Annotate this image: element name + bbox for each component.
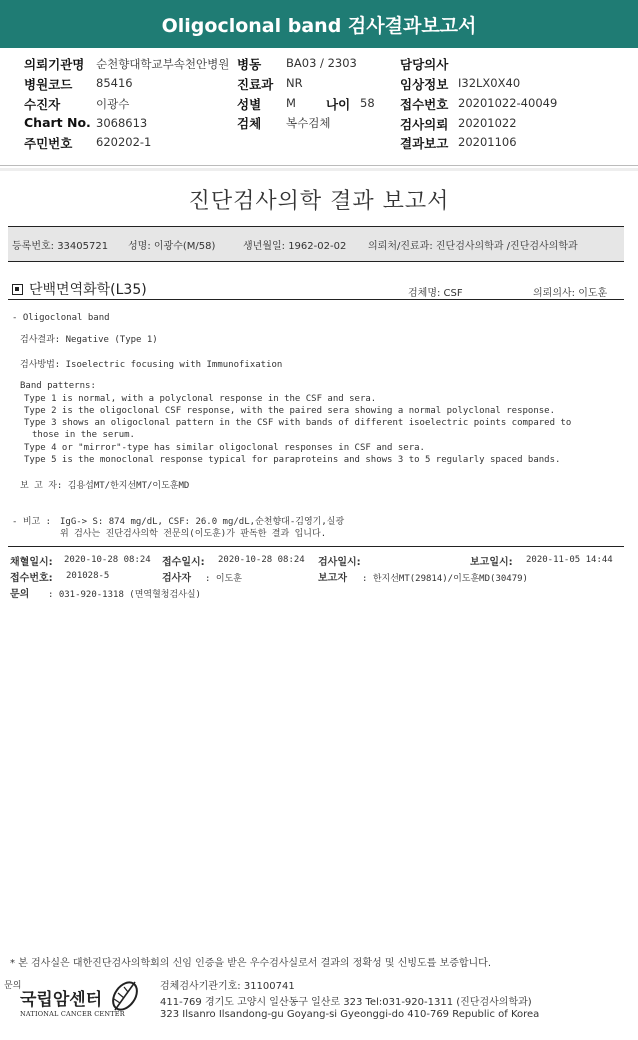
address-english: 323 Ilsanro Ilsandong-gu Goyang-si Gyeonggi-do 410-769 Republic of Korea — [160, 1009, 540, 1020]
square-bullet-icon — [12, 284, 23, 295]
tester-value: : 이도훈 — [205, 574, 242, 584]
reg-no: 등록번호: 33405721 — [12, 241, 109, 252]
org-value: 순천향대학교부속천안병원 — [96, 57, 230, 71]
org-label: 의뢰기관명 — [24, 57, 85, 72]
logo-english: NATIONAL CANCER CENTER — [20, 1010, 125, 1018]
band-patterns-title: Band patterns: — [20, 381, 96, 391]
section-title — [12, 279, 147, 299]
clinical-info-value: I32LX0X40 — [458, 76, 521, 90]
specimen-value: 복수검체 — [286, 116, 331, 130]
receipt-no-value: 20201022-40049 — [458, 96, 558, 110]
accession-label: 접수번호: — [10, 573, 53, 584]
specimen-name: 검체명: CSF — [408, 288, 463, 299]
collect-value: 2020-10-28 08:24 — [64, 555, 151, 565]
rrn-label: 주민번호 — [24, 136, 73, 151]
certification-note: * 본 검사실은 대한진단검사의학회의 신임 인증을 받은 우수검사실로서 결과의 정확성 및 신빙도를 보증합니다. — [10, 958, 492, 969]
section-line-bottom — [8, 546, 624, 547]
report-date-value: 2020-11-05 14:44 — [526, 555, 613, 565]
cancer-center-logo-icon — [108, 978, 142, 1014]
section-title-text: 단백면역화학(L35) — [29, 282, 147, 298]
reporters: 보 고 자: 김용섭MT/한지선MT/이도훈MD — [20, 481, 190, 491]
test-method: 검사방법: Isoelectric focusing with Immunofixation — [20, 360, 283, 370]
requesting-dept: 의뢰처/진료과: 진단검사의학과 /진단검사의학과 — [368, 241, 578, 252]
hospital-code-label: 병원코드 — [24, 77, 73, 92]
test-result: 검사결과: Negative (Type 1) — [20, 335, 158, 345]
rrn-value: 620202-1 — [96, 135, 152, 149]
band-line-3: Type 3 shows an oligoclonal pattern in the CSF with bands of different isoelectric points compared to — [24, 418, 572, 428]
hospital-code-value: 85416 — [96, 76, 133, 90]
dept-label: 진료과 — [237, 77, 274, 92]
reporter-label: 보고자 — [318, 573, 347, 584]
band-line-1: Type 1 is normal, with a polyclonal response in the CSF and sera. — [24, 394, 377, 404]
report-label: 결과보고 — [400, 136, 449, 151]
logo-name: 국립암센터 — [20, 990, 103, 1010]
patient-value: 이광수 — [96, 97, 130, 111]
contact-value: : 031-920-1318 (면역혈청검사실) — [48, 590, 201, 600]
doctor-label: 담당의사 — [400, 57, 449, 72]
collect-label: 채혈일시: — [10, 557, 53, 568]
reporter-value: : 한지선MT(29814)/이도훈MD(30479) — [362, 574, 528, 584]
receipt-no-label: 접수번호 — [400, 97, 449, 112]
chart-value: 3068613 — [96, 116, 148, 130]
inquiry-label: 문의 — [4, 981, 22, 991]
report-title: Oligoclonal band 검사결과보고서 — [161, 14, 477, 37]
birth-date: 생년월일: 1962-02-02 — [243, 241, 347, 252]
receive-value: 2020-10-28 08:24 — [218, 555, 305, 565]
report-title-bar — [0, 0, 638, 48]
requesting-physician: 의뢰의사: 이도훈 — [533, 288, 608, 299]
patient-label: 수진자 — [24, 97, 61, 112]
band-line-6: Type 5 is the monoclonal response typical for paraproteins and shows 3 to 5 regularly spaced bands. — [24, 455, 561, 465]
age-label: 나이 — [326, 97, 351, 112]
sex-label: 성별 — [237, 97, 262, 112]
accession-value: 201028-5 — [66, 571, 110, 581]
remark-label: - 비고 : — [12, 517, 52, 527]
specimen-label: 검체 — [237, 116, 262, 131]
remark-line-2: 위 검사는 진단검사의학 전문의(이도훈)가 판독한 결과 입니다. — [60, 529, 327, 539]
ward-value: BA03 / 2303 — [286, 56, 357, 70]
report-value: 20201106 — [458, 135, 517, 149]
remark-line-1: IgG-> S: 874 mg/dL, CSF: 26.0 mg/dL,순천향대-김영기,실광 — [60, 517, 345, 527]
address-korean: 411-769 경기도 고양시 일산동구 일산로 323 Tel:031-920-1311 (진단검사의학과) — [160, 997, 532, 1008]
chart-label: Chart No. — [24, 115, 91, 130]
patient-name: 성명: 이광수(M/58) — [128, 241, 216, 252]
receive-label: 접수일시: — [162, 557, 205, 568]
band-line-2: Type 2 is the oligoclonal CSF response, with the paired sera showing a normal polyclonal response. — [24, 406, 556, 416]
dept-value: NR — [286, 76, 303, 90]
report-date-label: 보고일시: — [470, 557, 513, 568]
clinical-info-label: 임상정보 — [400, 77, 449, 92]
ward-label: 병동 — [237, 57, 262, 72]
header-shadow — [0, 168, 638, 171]
contact-label: 문의 — [10, 589, 30, 600]
test-name: - Oligoclonal band — [12, 313, 110, 323]
age-value: 58 — [360, 96, 375, 110]
sex-value: M — [286, 96, 296, 110]
section-line-top — [8, 299, 624, 300]
request-label: 검사의뢰 — [400, 117, 449, 132]
document-title: 진단검사의학 결과 보고서 — [188, 189, 450, 214]
band-line-4: those in the serum. — [32, 430, 135, 440]
lab-code: 검체검사기관기호: 31100741 — [160, 981, 295, 992]
header-separator — [0, 165, 638, 166]
band-line-5: Type 4 or "mirror"-type has similar oligoclonal responses in CSF and sera. — [24, 443, 425, 453]
request-value: 20201022 — [458, 116, 517, 130]
tester-label: 검사자 — [162, 573, 191, 584]
test-date-label: 검사일시: — [318, 557, 361, 568]
